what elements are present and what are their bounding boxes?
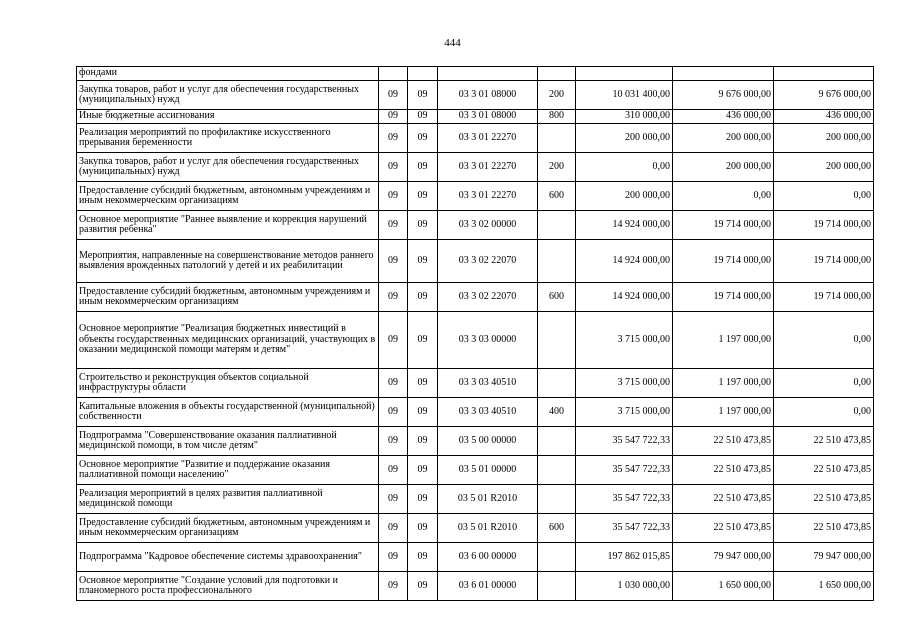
rz-cell (379, 67, 408, 81)
sum-cell-3 (774, 67, 874, 81)
pr-cell: 09 (408, 485, 438, 514)
rz-cell: 09 (379, 81, 408, 110)
sum-cell-3: 79 947 000,00 (774, 543, 874, 572)
vr-cell (538, 211, 576, 240)
sum-cell-3: 19 714 000,00 (774, 240, 874, 283)
rz-cell: 09 (379, 283, 408, 312)
table-row (77, 81, 874, 110)
row-name-cell: Предоставление субсидий бюджетным, автономным учреждениям и иным некоммерческим организациям (77, 182, 379, 211)
sum-cell-2: 19 714 000,00 (673, 283, 774, 312)
pr-cell: 09 (408, 283, 438, 312)
table-row (77, 283, 874, 312)
sum-cell-2: 1 197 000,00 (673, 398, 774, 427)
csr-cell: 03 3 02 22070 (438, 283, 538, 312)
table-row (77, 369, 874, 398)
row-name-cell: Основное мероприятие "Развитие и поддержание оказания паллиативной помощи населению" (77, 456, 379, 485)
table-body (77, 67, 874, 601)
sum-cell-3: 22 510 473,85 (774, 514, 874, 543)
row-name-cell: Подпрограмма "Совершенствование оказания паллиативной медицинской помощи, в том числе детям" (77, 427, 379, 456)
table-row (77, 456, 874, 485)
pr-cell: 09 (408, 427, 438, 456)
vr-cell (538, 240, 576, 283)
sum-cell-3: 9 676 000,00 (774, 81, 874, 110)
page-number: 444 (444, 37, 461, 49)
rz-cell: 09 (379, 211, 408, 240)
csr-cell: 03 3 01 08000 (438, 110, 538, 124)
sum-cell-3: 200 000,00 (774, 124, 874, 153)
table-row (77, 514, 874, 543)
pr-cell: 09 (408, 211, 438, 240)
table-row (77, 427, 874, 456)
sum-cell-2: 79 947 000,00 (673, 543, 774, 572)
sum-cell-1: 200 000,00 (576, 182, 673, 211)
table-row (77, 153, 874, 182)
vr-cell: 200 (538, 81, 576, 110)
pr-cell: 09 (408, 369, 438, 398)
row-name-cell: Основное мероприятие "Создание условий для подготовки и планомерного роста профессионального (77, 572, 379, 601)
csr-cell: 03 3 01 22270 (438, 153, 538, 182)
pr-cell: 09 (408, 81, 438, 110)
vr-cell: 600 (538, 182, 576, 211)
sum-cell-2 (673, 67, 774, 81)
sum-cell-2: 22 510 473,85 (673, 514, 774, 543)
sum-cell-1: 10 031 400,00 (576, 81, 673, 110)
vr-cell (538, 485, 576, 514)
csr-cell: 03 3 03 40510 (438, 369, 538, 398)
sum-cell-3: 0,00 (774, 312, 874, 369)
sum-cell-3: 436 000,00 (774, 110, 874, 124)
pr-cell: 09 (408, 543, 438, 572)
pr-cell: 09 (408, 153, 438, 182)
sum-cell-2: 22 510 473,85 (673, 456, 774, 485)
csr-cell: 03 3 01 22270 (438, 124, 538, 153)
sum-cell-1 (576, 67, 673, 81)
table-row (77, 543, 874, 572)
rz-cell: 09 (379, 543, 408, 572)
vr-cell: 600 (538, 514, 576, 543)
sum-cell-3: 0,00 (774, 398, 874, 427)
sum-cell-2: 200 000,00 (673, 124, 774, 153)
row-name-cell: Предоставление субсидий бюджетным, автономным учреждениям и иным некоммерческим организациям (77, 514, 379, 543)
pr-cell: 09 (408, 240, 438, 283)
vr-cell (538, 456, 576, 485)
table-row (77, 398, 874, 427)
rz-cell: 09 (379, 398, 408, 427)
sum-cell-2: 22 510 473,85 (673, 427, 774, 456)
sum-cell-2: 200 000,00 (673, 153, 774, 182)
vr-cell: 400 (538, 398, 576, 427)
sum-cell-2: 1 197 000,00 (673, 312, 774, 369)
sum-cell-1: 35 547 722,33 (576, 514, 673, 543)
pr-cell: 09 (408, 398, 438, 427)
pr-cell: 09 (408, 456, 438, 485)
sum-cell-2: 1 197 000,00 (673, 369, 774, 398)
rz-cell: 09 (379, 427, 408, 456)
pr-cell (408, 67, 438, 81)
vr-cell (538, 572, 576, 601)
sum-cell-2: 1 650 000,00 (673, 572, 774, 601)
row-name-cell: Реализация мероприятий по профилактике искусственного прерывания беременности (77, 124, 379, 153)
row-name-cell: Закупка товаров, работ и услуг для обеспечения государственных (муниципальных) нужд (77, 81, 379, 110)
vr-cell (538, 543, 576, 572)
sum-cell-2: 19 714 000,00 (673, 211, 774, 240)
csr-cell: 03 5 01 00000 (438, 456, 538, 485)
pr-cell: 09 (408, 182, 438, 211)
row-name-cell: Подпрограмма "Кадровое обеспечение системы здравоохранения" (77, 543, 379, 572)
sum-cell-3: 22 510 473,85 (774, 485, 874, 514)
sum-cell-1: 14 924 000,00 (576, 240, 673, 283)
csr-cell: 03 6 01 00000 (438, 572, 538, 601)
sum-cell-3: 200 000,00 (774, 153, 874, 182)
sum-cell-1: 35 547 722,33 (576, 456, 673, 485)
sum-cell-1: 200 000,00 (576, 124, 673, 153)
csr-cell: 03 5 01 R2010 (438, 485, 538, 514)
rz-cell: 09 (379, 110, 408, 124)
row-name-cell: Иные бюджетные ассигнования (77, 110, 379, 124)
vr-cell: 200 (538, 153, 576, 182)
csr-cell: 03 3 03 00000 (438, 312, 538, 369)
row-name-cell: Основное мероприятие "Реализация бюджетных инвестиций в объекты государственных медицинских организаций, участвующих в оказании медицинской помощи матерям и детям" (77, 312, 379, 369)
rz-cell: 09 (379, 182, 408, 211)
sum-cell-2: 19 714 000,00 (673, 240, 774, 283)
csr-cell: 03 6 00 00000 (438, 543, 538, 572)
row-name-cell: Капитальные вложения в объекты государственной (муниципальной) собственности (77, 398, 379, 427)
rz-cell: 09 (379, 485, 408, 514)
sum-cell-3: 19 714 000,00 (774, 283, 874, 312)
table-row (77, 572, 874, 601)
rz-cell: 09 (379, 312, 408, 369)
table-row (77, 67, 874, 81)
rz-cell: 09 (379, 572, 408, 601)
sum-cell-2: 436 000,00 (673, 110, 774, 124)
table-row (77, 211, 874, 240)
sum-cell-3: 0,00 (774, 369, 874, 398)
sum-cell-1: 3 715 000,00 (576, 369, 673, 398)
row-name-cell: фондами (77, 67, 379, 81)
sum-cell-1: 14 924 000,00 (576, 211, 673, 240)
vr-cell (538, 427, 576, 456)
pr-cell: 09 (408, 110, 438, 124)
sum-cell-1: 14 924 000,00 (576, 283, 673, 312)
csr-cell: 03 3 03 40510 (438, 398, 538, 427)
pr-cell: 09 (408, 124, 438, 153)
table-row (77, 240, 874, 283)
row-name-cell: Основное мероприятие "Раннее выявление и коррекция нарушений развития ребенка" (77, 211, 379, 240)
table-row (77, 182, 874, 211)
table-row (77, 485, 874, 514)
table-row (77, 110, 874, 124)
sum-cell-3: 19 714 000,00 (774, 211, 874, 240)
rz-cell: 09 (379, 124, 408, 153)
sum-cell-1: 35 547 722,33 (576, 485, 673, 514)
row-name-cell: Мероприятия, направленные на совершенствование методов раннего выявления врожденных патологий у детей и их реабилитации (77, 240, 379, 283)
csr-cell: 03 5 00 00000 (438, 427, 538, 456)
csr-cell: 03 3 02 00000 (438, 211, 538, 240)
budget-table (76, 66, 874, 601)
sum-cell-3: 22 510 473,85 (774, 427, 874, 456)
sum-cell-1: 3 715 000,00 (576, 312, 673, 369)
sum-cell-1: 310 000,00 (576, 110, 673, 124)
sum-cell-3: 22 510 473,85 (774, 456, 874, 485)
sum-cell-1: 3 715 000,00 (576, 398, 673, 427)
table-row (77, 312, 874, 369)
row-name-cell: Строительство и реконструкция объектов социальной инфраструктуры области (77, 369, 379, 398)
vr-cell (538, 67, 576, 81)
vr-cell (538, 124, 576, 153)
rz-cell: 09 (379, 153, 408, 182)
row-name-cell: Предоставление субсидий бюджетным, автономным учреждениям и иным некоммерческим организациям (77, 283, 379, 312)
pr-cell: 09 (408, 514, 438, 543)
sum-cell-3: 1 650 000,00 (774, 572, 874, 601)
table-row (77, 124, 874, 153)
csr-cell (438, 67, 538, 81)
rz-cell: 09 (379, 514, 408, 543)
sum-cell-2: 0,00 (673, 182, 774, 211)
csr-cell: 03 3 01 22270 (438, 182, 538, 211)
sum-cell-1: 0,00 (576, 153, 673, 182)
rz-cell: 09 (379, 240, 408, 283)
rz-cell: 09 (379, 369, 408, 398)
sum-cell-1: 35 547 722,33 (576, 427, 673, 456)
pr-cell: 09 (408, 572, 438, 601)
pr-cell: 09 (408, 312, 438, 369)
rz-cell: 09 (379, 456, 408, 485)
csr-cell: 03 3 01 08000 (438, 81, 538, 110)
sum-cell-2: 9 676 000,00 (673, 81, 774, 110)
sum-cell-1: 197 862 015,85 (576, 543, 673, 572)
csr-cell: 03 3 02 22070 (438, 240, 538, 283)
sum-cell-3: 0,00 (774, 182, 874, 211)
csr-cell: 03 5 01 R2010 (438, 514, 538, 543)
row-name-cell: Реализация мероприятий в целях развития паллиативной медицинской помощи (77, 485, 379, 514)
sum-cell-2: 22 510 473,85 (673, 485, 774, 514)
sum-cell-1: 1 030 000,00 (576, 572, 673, 601)
vr-cell (538, 312, 576, 369)
row-name-cell: Закупка товаров, работ и услуг для обеспечения государственных (муниципальных) нужд (77, 153, 379, 182)
vr-cell: 600 (538, 283, 576, 312)
vr-cell: 800 (538, 110, 576, 124)
vr-cell (538, 369, 576, 398)
